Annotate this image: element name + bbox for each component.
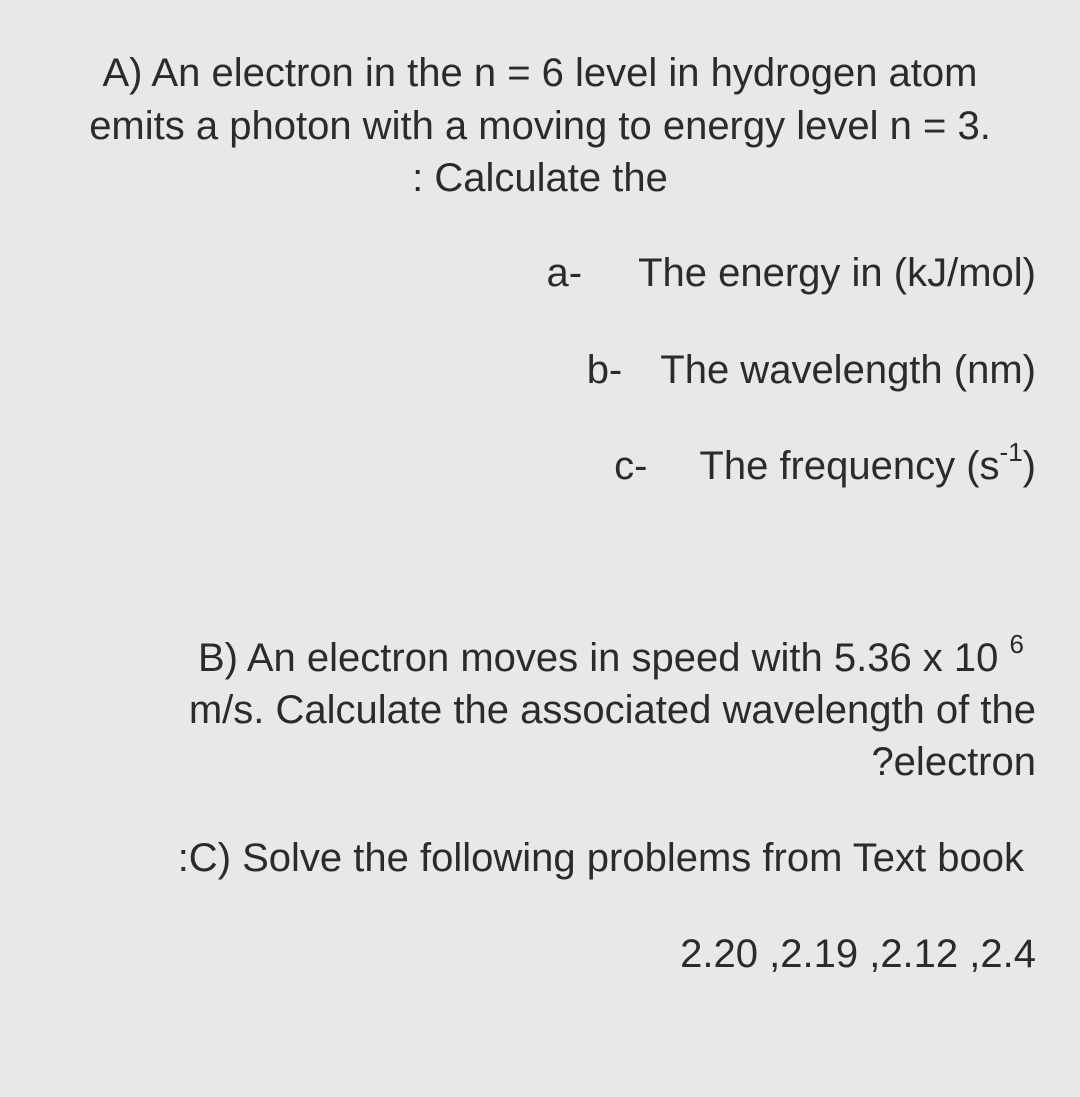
question-b-line-3: ?electron <box>871 740 1036 784</box>
item-text: The energy in (kJ/mol) <box>638 251 1036 295</box>
frequency-exponent: -1 <box>999 437 1023 467</box>
item-marker: c- <box>614 444 648 488</box>
question-a-line-1: A) An electron in the n = 6 level in hydrogen atom <box>102 51 978 95</box>
question-a-line-2: emits a photon with a moving to energy level n = 3. <box>89 104 991 148</box>
question-c-problem-list: 2.20 ,2.19 ,2.12 ,2.4 <box>680 932 1036 976</box>
question-c-line-1: :C) Solve the following problems from Text book <box>177 836 1024 880</box>
item-text: The wavelength (nm) <box>660 348 1036 392</box>
question-a-line-3: : Calculate the <box>412 156 668 200</box>
question-b-line-2: m/s. Calculate the associated wavelength of the <box>188 688 1036 732</box>
item-marker: b- <box>586 348 623 392</box>
item-text-close: ) <box>1022 444 1036 488</box>
question-a-item-b <box>587 350 1036 390</box>
item-marker: a- <box>546 251 583 295</box>
speed-exponent: 6 <box>1009 629 1024 659</box>
question-a-item-a <box>547 253 1037 293</box>
question-a-item-c <box>614 437 1036 488</box>
question-b-line-1-text: B) An electron moves in speed with 5.36 x 10 <box>197 636 999 680</box>
item-text: The frequency (s <box>699 444 1000 488</box>
question-b-line-1 <box>197 629 1024 680</box>
